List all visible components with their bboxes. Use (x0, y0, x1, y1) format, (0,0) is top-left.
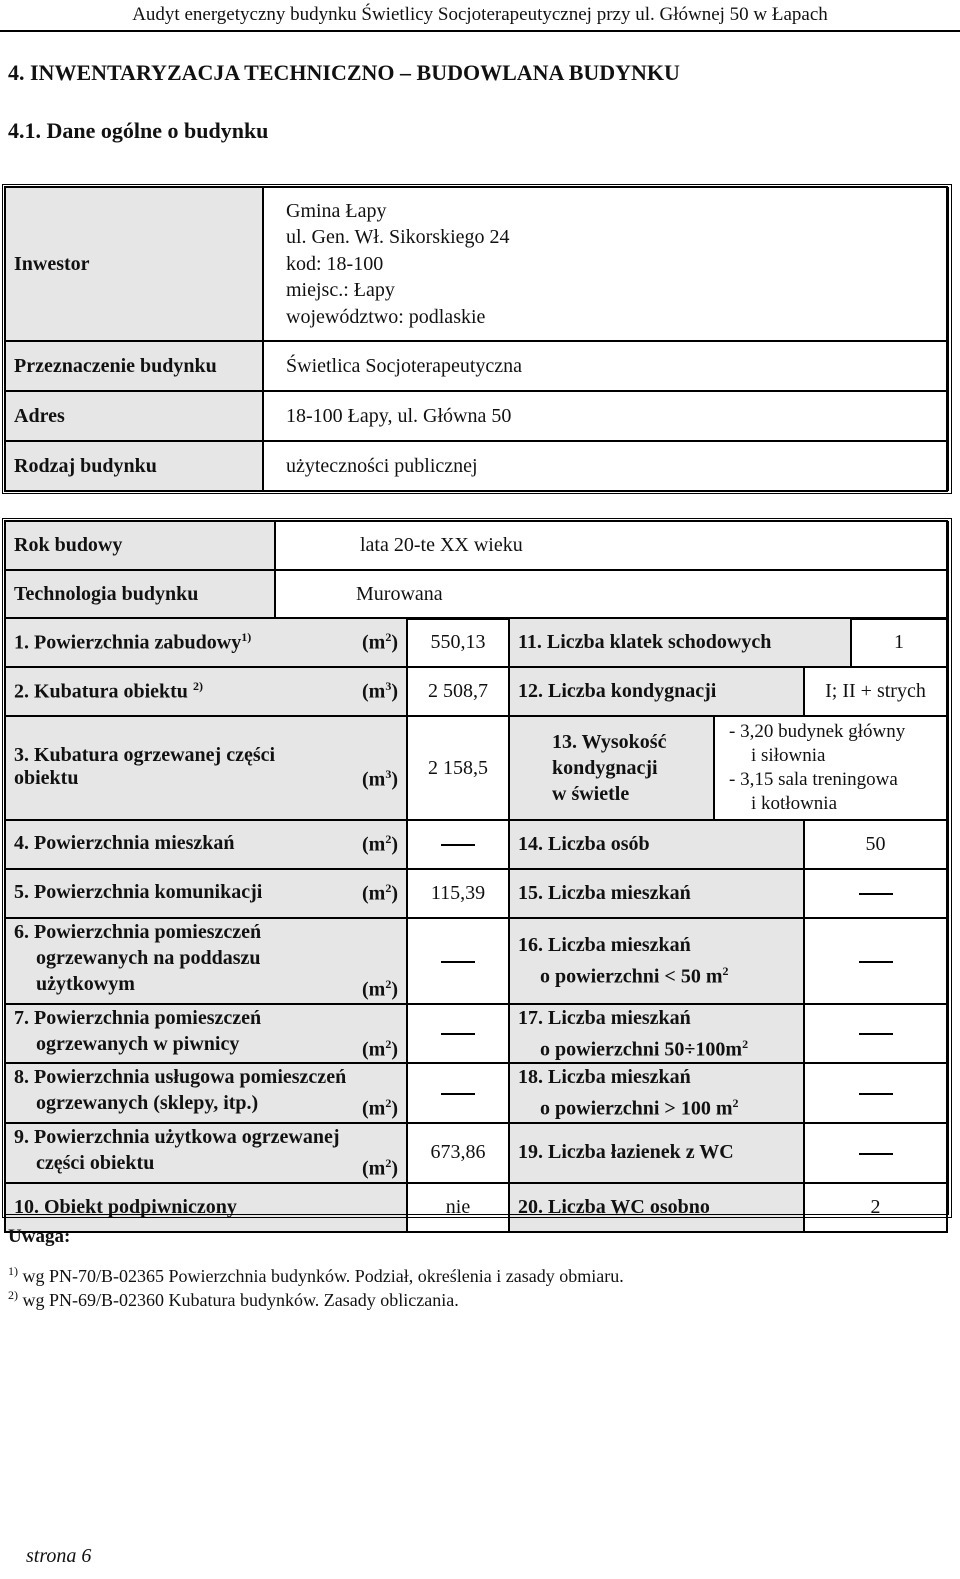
label-text: 13. Wysokość (552, 731, 667, 753)
param-wc-label: 20. Liczba WC osobno (509, 1183, 804, 1232)
value-line: - 3,20 budynek główny (729, 721, 906, 742)
dash-mark (859, 1033, 893, 1035)
address-value: 18-100 Łapy, ul. Główna 50 (263, 391, 947, 441)
label-text: w świetle (552, 783, 630, 805)
param-persons-value: 50 (804, 820, 947, 869)
unit: (m (362, 768, 386, 791)
param-basement-area-label: 7. Powierzchnia pomieszczeń ogrzewanych w piwnicy $(m^2)$ (5, 1004, 407, 1064)
label-text: 17. Liczba mieszkań (518, 1006, 691, 1029)
param-dwellings-lt50-label (509, 918, 804, 1004)
label-text: części obiektu (36, 1151, 155, 1174)
unit: (m (362, 1038, 386, 1061)
label-text: kondygnacji (552, 757, 658, 779)
building-type-label: Rodzaj budynku (5, 441, 263, 491)
param-persons-label: 14. Liczba osób (509, 820, 804, 869)
label-text: 16. Liczba mieszkań (518, 934, 691, 956)
unit-exponent: 2 (385, 1155, 392, 1170)
investor-value (263, 187, 947, 341)
investor-line: Gmina Łapy (286, 199, 387, 222)
param-bathrooms-value (804, 1123, 947, 1183)
unit: (m (362, 631, 386, 654)
label-text: o powierzchni > 100 m (540, 1097, 733, 1120)
value-line: i kotłownia (751, 793, 838, 814)
label-text: ogrzewanych na poddaszu (36, 947, 261, 969)
dash-mark (441, 961, 475, 963)
building-type-value: użyteczności publicznej (263, 441, 947, 491)
label-text: obiektu (14, 767, 79, 790)
construction-table (4, 520, 948, 620)
label-text: 8. Powierzchnia usługowa pomieszczeń (14, 1066, 347, 1089)
parameters-table (4, 617, 948, 1233)
unit-exponent: 2 (742, 1036, 749, 1051)
param-dwellings-gt100-value (804, 1063, 947, 1123)
footnote-1 (8, 1264, 624, 1287)
param-dwellings-count-value (804, 869, 947, 918)
investor-line: ul. Gen. Wł. Sikorskiego 24 (286, 226, 510, 249)
investor-line: miejsc.: Łapy (286, 279, 395, 302)
unit-exponent: 2 (385, 1036, 392, 1051)
param-dwellings-area-label: 4. Powierzchnia mieszkań $(m^2)$ (5, 820, 407, 869)
notes-label: Uwaga: (8, 1226, 71, 1247)
unit-exponent: 2 (385, 977, 392, 991)
unit-exponent: 2 (722, 964, 729, 978)
param-storeys-value: I; II + strych (804, 667, 947, 716)
dash-mark (859, 893, 893, 895)
unit-exponent: 2 (732, 1096, 739, 1111)
unit: (m (362, 833, 386, 856)
param-heated-volume-value: 2 158,5 (407, 716, 509, 820)
label-text: o powierzchni < 50 m (540, 965, 723, 988)
section-title: 4. INWENTARYZACJA TECHNICZNO – BUDOWLANA BUDYNKU (8, 60, 680, 85)
param-storeys-label: 12. Liczba kondygnacji (509, 667, 804, 716)
param-basement-area-value (407, 1004, 509, 1064)
unit: (m (362, 1157, 386, 1180)
param-dwellings-area-value (407, 820, 509, 869)
param-volume-label: 2. Kubatura obiektu $^{2)}$ $(m^3)$ (5, 667, 407, 716)
page-number: strona 6 (26, 1545, 92, 1567)
dash-mark (859, 1153, 893, 1155)
address-label: Adres (5, 391, 263, 441)
label-text: 7. Powierzchnia pomieszczeń (14, 1006, 262, 1029)
unit: (m (362, 680, 386, 703)
footnote-text: wg PN-70/B-02365 Powierzchnia budynków. Podział, określenia i zasady obmiaru. (22, 1266, 624, 1286)
param-service-area-label: 8. Powierzchnia usługowa pomieszczeń ogrzewanych (sklepy, itp.) $(m^2)$ (5, 1063, 407, 1123)
param-staircases-label: 11. Liczba klatek schodowych (509, 618, 851, 667)
unit-exponent: 2 (385, 630, 392, 645)
label-text: ogrzewanych (sklepy, itp.) (36, 1092, 259, 1115)
dash-mark (859, 1093, 893, 1095)
param-built-area-value: 550,13 (407, 618, 509, 667)
label-text: 18. Liczba mieszkań (518, 1066, 691, 1089)
technology-label: Technologia budynku (5, 570, 275, 619)
label-text: 5. Powierzchnia komunikacji (14, 881, 263, 904)
param-dwellings-50-100-value (804, 1004, 947, 1064)
investor-line: województwo: podlaskie (286, 305, 486, 328)
param-usable-area-label: 9. Powierzchnia użytkowa ogrzewanej części obiektu $(m^2)$ (5, 1123, 407, 1183)
dash-mark (441, 844, 475, 846)
param-volume-value: 2 508,7 (407, 667, 509, 716)
document-header: Audyt energetyczny budynku Świetlicy Socjoterapeutycznej przy ul. Głównej 50 w Łapach (0, 0, 960, 32)
footnote-2 (8, 1288, 459, 1311)
investor-line: kod: 18-100 (286, 252, 384, 275)
param-dwellings-count-label: 15. Liczba mieszkań (509, 869, 804, 918)
purpose-label: Przeznaczenie budynku (5, 341, 263, 391)
label-text: ogrzewanych w piwnicy (36, 1032, 240, 1055)
unit: (m (362, 882, 386, 905)
param-staircases-value: 1 (851, 618, 947, 667)
param-storey-height-label (509, 716, 714, 820)
investor-label: Inwestor (5, 187, 263, 341)
label-text: 2. Kubatura obiektu (14, 680, 188, 703)
param-attic-area-label: 6. Powierzchnia pomieszczeń ogrzewanych na poddaszu użytkowym $(m^2)$ (5, 918, 407, 1004)
label-text: użytkowym (36, 973, 135, 995)
label-text: 6. Powierzchnia pomieszczeń (14, 921, 262, 943)
param-dwellings-50-100-label (509, 1004, 804, 1064)
unit-exponent: 2 (385, 1096, 392, 1111)
param-heated-volume-label: 3. Kubatura ogrzewanej części obiektu $(m^3)$ (5, 716, 407, 820)
general-data-table (4, 186, 948, 492)
unit-exponent: 3 (385, 767, 392, 782)
label-text: 4. Powierzchnia mieszkań (14, 832, 235, 855)
value-line: - 3,15 sala treningowa (729, 769, 898, 790)
label-text: o powierzchni 50÷100m (540, 1038, 743, 1061)
param-service-area-value (407, 1063, 509, 1123)
year-value: lata 20-te XX wieku (275, 521, 947, 570)
unit-exponent: 3 (385, 679, 392, 694)
param-dwellings-lt50-value (804, 918, 947, 1004)
dash-mark (859, 961, 893, 963)
footnote-mark: 2) (8, 1288, 18, 1302)
footnote-text: wg PN-69/B-02360 Kubatura budynków. Zasady obliczania. (22, 1290, 459, 1310)
param-built-area-label: 1. Powierzchnia zabudowy$^{1)}$ $(m^2)$ (5, 618, 407, 667)
label-text: 9. Powierzchnia użytkowa ogrzewanej (14, 1125, 340, 1148)
label-text: 3. Kubatura ogrzewanej części (14, 744, 276, 767)
unit-exponent: 2 (385, 832, 392, 847)
param-bathrooms-label: 19. Liczba łazienek z WC (509, 1123, 804, 1183)
param-attic-area-value (407, 918, 509, 1004)
subsection-title: 4.1. Dane ogólne o budynku (8, 118, 269, 143)
unit: (m (362, 1097, 386, 1120)
param-storey-height-value (714, 716, 947, 820)
purpose-value: Świetlica Socjoterapeutyczna (263, 341, 947, 391)
param-basement-label: 10. Obiekt podpiwniczony (5, 1183, 407, 1232)
dash-mark (441, 1093, 475, 1095)
footnote-ref: 1) (241, 630, 252, 645)
technology-value: Murowana (275, 570, 947, 619)
label-text: 1. Powierzchnia zabudowy (14, 631, 242, 654)
param-dwellings-gt100-label (509, 1063, 804, 1123)
footnote-mark: 1) (8, 1264, 18, 1278)
param-circulation-area-value: 115,39 (407, 869, 509, 918)
value-line: i siłownia (751, 745, 826, 766)
param-wc-value: 2 (804, 1183, 947, 1232)
param-circulation-area-label: 5. Powierzchnia komunikacji $(m^2)$ (5, 869, 407, 918)
footnote-ref: 2) (192, 679, 203, 694)
param-basement-value: nie (407, 1183, 509, 1232)
unit-exponent: 2 (385, 881, 392, 896)
unit: (m (362, 978, 386, 1001)
param-usable-area-value: 673,86 (407, 1123, 509, 1183)
year-label: Rok budowy (5, 521, 275, 570)
dash-mark (441, 1033, 475, 1035)
